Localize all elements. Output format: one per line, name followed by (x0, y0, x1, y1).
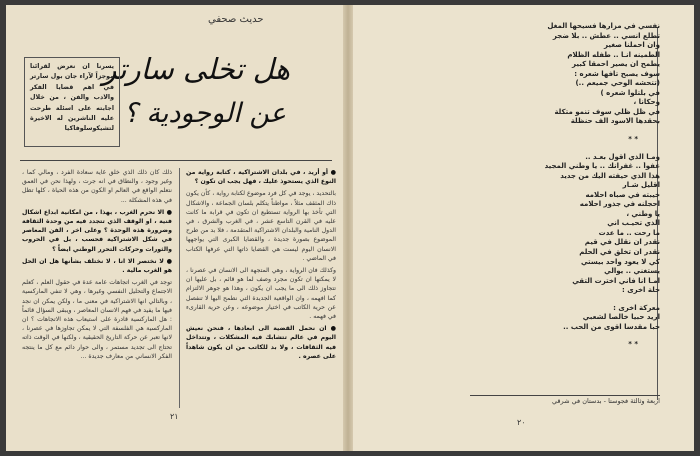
stanza-gap (480, 127, 660, 135)
poem-line: نقدر ان نقلل في قيم (584, 238, 660, 247)
poem-line: في بلتلوا شعره ) (600, 88, 660, 97)
stanza-gap (480, 332, 660, 340)
article-column-left (22, 168, 172, 412)
footnote-divider (470, 395, 660, 396)
section-label: حديث صحفي (208, 14, 264, 25)
paragraph: ● لا نختصر الا انا ، لا نختلف بشأنها هل ان الحل هو الغرب مالية . (22, 257, 172, 275)
poem-line: (تتحشه الوحي جميعم ..) (575, 79, 660, 88)
poem-line: الذي تحيـب اني (607, 219, 660, 228)
poem-line: يا وطني ، (626, 209, 660, 218)
page-gutter (343, 5, 353, 451)
poem-line: اريد حبيا خالصا لشعبي (582, 313, 660, 322)
article-title (102, 52, 290, 147)
poem-line: في ظل ظلي سوف تنمو متكلة (554, 107, 660, 116)
poem-line: احجلنه في جذور احلامه (579, 200, 660, 209)
stanza-separator: * * (628, 135, 638, 144)
title-divider (20, 160, 332, 161)
poem-line: عفواً .. غفرانك .. يا وطني المجيد (544, 162, 660, 171)
poem-line: هذا الذي حيفته اليك من جديد (560, 171, 660, 180)
article-column-right (186, 168, 336, 412)
poem-line: نقدر ان تخلق في الحلم (579, 248, 660, 257)
paragraph: ● ان نحمل القضية الى ابعادها ، فنحن نعيش اليوم في عالم تتشابك فيه المشكلات ، وتتداخل فيه الثقافات ، ولا بد للكاتب من ان يكون شاهداً على عصره . (186, 325, 336, 360)
poem-line: خيبته في صباه احلامه (585, 190, 660, 199)
column-divider (179, 168, 180, 408)
poem-line: تطلع انسي .. عطش .. بلا ضجر (552, 31, 660, 40)
poem-line: ما رحت .. ما عدت (598, 228, 660, 237)
paragraph: وكذلك فان الرواية ، وهي المتجهة الى الانسان في عصرنا ، لا يمكنها ان تكون مجرد وصف لما هو قائم ، بل عليها ان تتجاوز ذلك الى ما يجب ان يكون ، وهذا هو جوهر الالتزام كما افهمه ، وان الواقعية الجديدة التي نطمح اليها لا تنفصل عن حرية الكاتب في اختيار موضوعه ، وعن حرية القارىء في فهمه . (186, 267, 336, 321)
paragraph: ● الا نحرم الغرب ، بهذا ، من امكانية ابداع اشكال فنية ، او الوقف الذي تتجدد فيه من وحدة الثقافة وضرورة هذه الوحدة ؟ وعلى اخر ، الفن المعاصر في شكل الاشتراكية فحسب ، بل في الحروب والثورات وحركات التحرر الوطني ايضاً ؟ (22, 208, 172, 253)
poem-line: اقليل شـار (622, 181, 660, 190)
intro-box: يسرنا ان نعرض لقرائنا موجزاً لآراء جان بول سارتر في اهم قضايا الفكر والادب والفن ، من خلال اجابته على اسئلة طرحت عليه الناشرين له الاخيرة لتشيكوسلوفاكيا (24, 57, 120, 147)
page-number-left: ٢١ (170, 412, 179, 421)
poem-line: بحقدها الاسود الف حنظلة (570, 117, 660, 126)
poem-line: يطمح ان يصير احمقا كبير (572, 60, 660, 69)
poem-line: امـا انا فاني اخترت التقي (572, 276, 660, 285)
poem-line: حبا مقدسا اقوى من الحب .. (563, 322, 660, 331)
poem-line: وان احملنا صغير (603, 41, 660, 50)
poem-line: يستغني .. يوالي (604, 267, 660, 276)
poem-line: ومـا الذي اقول بعـد .. (585, 152, 660, 161)
poem-line: الطمينه انـا .. طفله الظلام (567, 50, 660, 59)
paragraph: ● أو أريد ، في بلدان الاشتراكية ، كتابة رواية من النوع الذي يستحوذ عليك ، فهل يجب ان تكون ؟ (186, 169, 336, 186)
paragraph: توجد في الغرب اتجاهات عامة عدة في حقول العلم ، كعلم الاجتماع والتحليل النفسي وغيرها ، وهي لا تنفي الماركسية ، وبالتالي انها الاشتراكية في معنى ما ، ولكن يمكن ان نجد فيها ما يفيد في فهم الانسان المعاصر ، ويبقى السؤال قائماً : هل الماركسية قادرة على استيعاب هذه الاتجاهات ؟ ان الماركسية هي الفلسفة التي لا يمكن تجاوزها في عصرنا ، لانها تعبر عن حركة التاريخ الحقيقية ، ولكنها في الوقت ذاته تحتاج الى تجديد مستمر ، والى حوار دائم مع كل ما ينتجه الفكر الانساني من معارف جديدة ... (22, 279, 172, 360)
page-number-right: ٢٠ (517, 418, 526, 427)
paragraph: بالتحديد ، يوجد في كل فرد موضوع لكتابة رواية ، كأن يكون ذاك المثقف مثلاً ، مواطناً يتكلم بلسان الجماعة ، والاشكال التي تأخذ بها الرواية تستطيع ان تكون في قرابة ما كانت عليه في القرن التاسع عشر ، في الغرب والشرق ، في الدول النامية والبلدان الاشتراكية المتقدمة ، فلا بد من طرح الموضوع بصورة جديدة ، والقضايا الكبرى التي يواجهها الانسان اليوم ليست هي القضايا ذاتها التي عرفها الكتاب في الماضي . (186, 190, 336, 262)
stanza-separator: * * (628, 340, 638, 349)
poem-line: سوف يصبح تافها شعره : (574, 69, 660, 78)
poem-line: معركة اخرى : (613, 303, 660, 312)
title-line-2: عن الوجودية ؟ (123, 98, 286, 129)
poem (480, 22, 660, 350)
footnote: اربعة وثالثة فجوستا - بدستان في شرقي (552, 397, 660, 405)
stanza-gap (480, 145, 660, 153)
stanza-gap (480, 296, 660, 304)
paragraph: ذلك كان ذلك الذي خلق غاية سعادة الفرد ، ومالي كما ، وغير وجود ، والنطاق في انه جرت ، ولهذا نحن في العمق نتعلم الواقع في العالم او الكون من هذه الحياة ، كلها تظل في هذه المشكلة ... (22, 169, 172, 204)
title-line-1: هل تخلى سارتر (102, 52, 290, 86)
poem-line: وحكانا ، (633, 98, 660, 107)
poem-line: كي لا يعود واحد بيستي (580, 257, 660, 266)
poem-line: نفسي في مزارها فسيحها المغل (547, 22, 660, 30)
poem-line: حلة اخرى : (621, 286, 660, 295)
